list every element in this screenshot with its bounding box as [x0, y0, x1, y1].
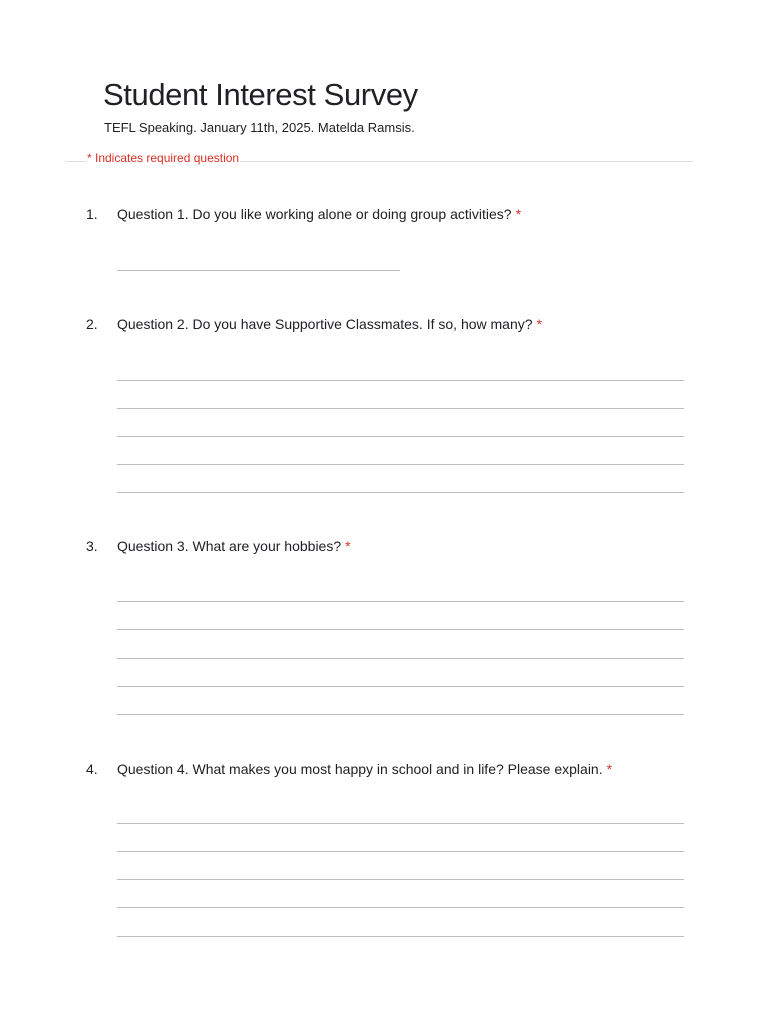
- question-text: [117, 206, 521, 222]
- answer-line: [117, 629, 684, 630]
- question-number: 4.: [86, 761, 98, 777]
- answer-line: [117, 436, 684, 437]
- question-text: [117, 538, 351, 554]
- required-asterisk: *: [606, 761, 613, 777]
- answer-line: [117, 936, 684, 937]
- required-asterisk: *: [345, 538, 351, 554]
- answer-line: [117, 851, 684, 852]
- required-question-note: * Indicates required question: [87, 151, 240, 165]
- question-number: 3.: [86, 538, 98, 554]
- answer-line: [117, 464, 684, 465]
- question-text: [117, 316, 542, 332]
- required-asterisk: *: [536, 316, 542, 332]
- answer-line: [117, 380, 684, 381]
- answer-line: [117, 658, 684, 659]
- short-answer-field[interactable]: [117, 270, 400, 271]
- question-label: Question 4. What makes you most happy in school and in life? Please explain.: [117, 761, 603, 777]
- answer-line: [117, 714, 684, 715]
- question-number: 2.: [86, 316, 98, 332]
- answer-line: [117, 492, 684, 493]
- form-title: Student Interest Survey: [103, 77, 418, 112]
- answer-line: [117, 907, 684, 908]
- required-asterisk: *: [515, 206, 522, 222]
- answer-line: [117, 823, 684, 824]
- form-description: TEFL Speaking. January 11th, 2025. Matelda Ramsis.: [104, 120, 415, 135]
- question-label: Question 2. Do you have Supportive Classmates. If so, how many?: [117, 316, 533, 332]
- question-label: Question 1. Do you like working alone or doing group activities?: [117, 206, 512, 222]
- answer-line: [117, 879, 684, 880]
- answer-line: [117, 686, 684, 687]
- question-text: [117, 761, 612, 777]
- question-label: Question 3. What are your hobbies?: [117, 538, 342, 554]
- question-number: 1.: [86, 206, 98, 222]
- answer-line: [117, 601, 684, 602]
- answer-line: [117, 408, 684, 409]
